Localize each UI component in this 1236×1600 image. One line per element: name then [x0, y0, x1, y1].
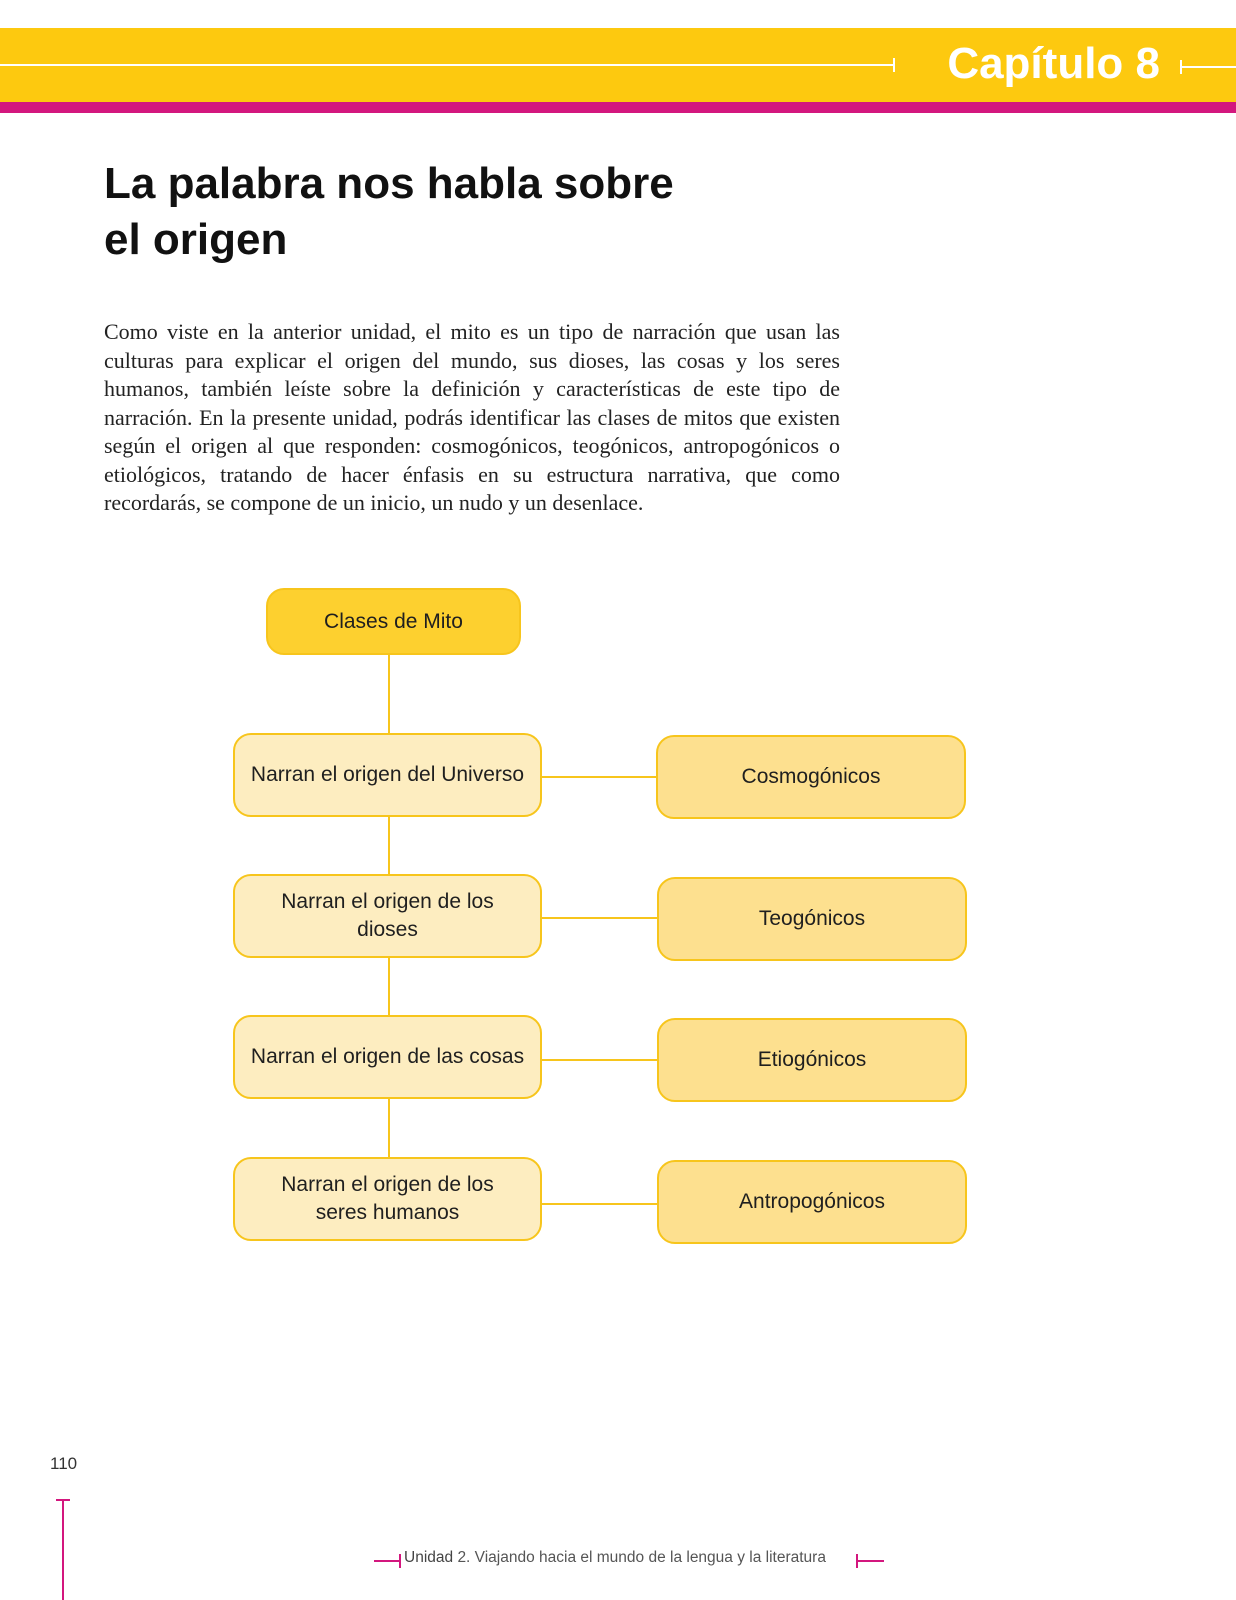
footer-rule-right	[856, 1560, 884, 1562]
footer-margin-rule	[62, 1500, 64, 1600]
footer-unit-text: 2. Viajando hacia el mundo de la lengua y la literatura	[457, 1549, 826, 1566]
chapter-title: Capítulo 8	[947, 39, 1160, 88]
diagram-class-box-4: Antropogónicos	[657, 1160, 967, 1244]
header-rule-left	[0, 64, 894, 66]
page-title-line-2: el origen	[104, 215, 288, 264]
diagram-root-box: Clases de Mito	[266, 588, 521, 655]
diagram-class-box-2: Teogónicos	[657, 877, 967, 961]
footer-unit-label: Unidad	[404, 1549, 454, 1566]
running-footer	[404, 1549, 854, 1567]
page-title	[104, 156, 804, 268]
page-number: 110	[50, 1454, 78, 1473]
diagram-description-box-2: Narran el origen de los dioses	[233, 874, 542, 958]
footer-rule-tick-left	[399, 1554, 401, 1568]
diagram-description-box-4: Narran el origen de los seres humanos	[233, 1157, 542, 1241]
intro-paragraph: Como viste en la anterior unidad, el mito es un tipo de narración que usan las culturas para explicar el origen del mundo, sus dioses, las cosas y los seres humanos, también leíste sobre la definición y características de este tipo de narración. En la presente unidad, podrás identificar las clases de mitos que existen según el origen al que responden: cosmogónicos, teogónicos, antropogónicos o etiológicos, tratando de hacer énfasis en su estructura narrativa, que como recordarás, se compone de un inicio, un nudo y un desenlace.	[104, 319, 840, 515]
header-rule-right	[1180, 66, 1236, 68]
diagram-description-box-3: Narran el origen de las cosas	[233, 1015, 542, 1099]
footer-rule-left	[374, 1560, 400, 1562]
diagram-class-box-1: Cosmogónicos	[656, 735, 966, 819]
header-accent-stripe	[0, 102, 1236, 113]
diagram-class-box-3: Etiogónicos	[657, 1018, 967, 1102]
page-title-line-1: La palabra nos habla sobre	[104, 159, 674, 208]
diagram-description-box-1: Narran el origen del Universo	[233, 733, 542, 817]
header-rule-tick-left	[893, 58, 895, 72]
